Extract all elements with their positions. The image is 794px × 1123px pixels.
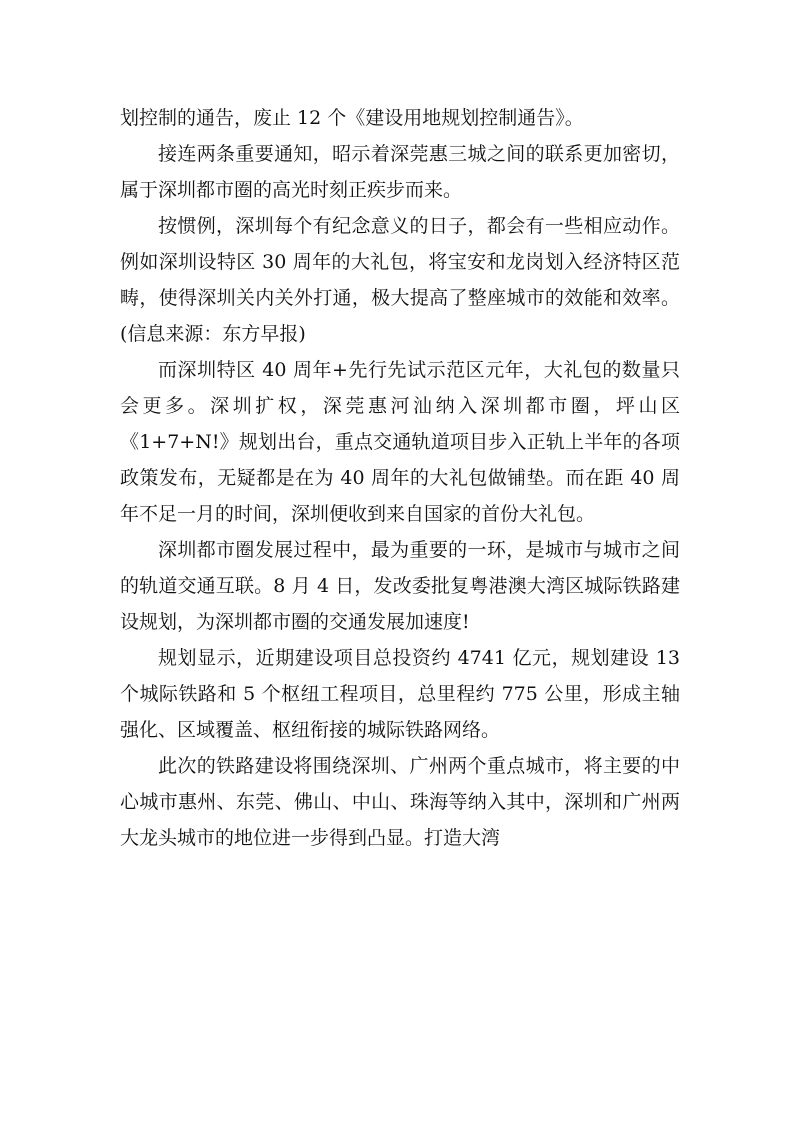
paragraph: 接连两条重要通知，昭示着深莞惠三城之间的联系更加密切，属于深圳都市圈的高光时刻正疾步而来。 xyxy=(120,143,680,201)
paragraph: 深圳都市圈发展过程中，最为重要的一环，是城市与城市之间的轨道交通互联。8 月 4 日，发改委批复粤港澳大湾区城际铁路建设规划，为深圳都市圈的交通发展加速度! xyxy=(120,539,680,633)
paragraph: 规划显示，近期建设项目总投资约 4741 亿元，规划建设 13 个城际铁路和 5 个枢纽工程项目，总里程约 775 公里，形成主轴强化、区域覆盖、枢纽衔接的城际铁路网络。 xyxy=(120,647,680,741)
document-body xyxy=(120,100,680,856)
paragraph: 按惯例，深圳每个有纪念意义的日子，都会有一些相应动作。例如深圳设特区 30 周年的大礼包，将宝安和龙岗划入经济特区范畴，使得深圳关内关外打通，极大提高了整座城市的效能和效率。(信息来源：东方早报) xyxy=(120,215,680,345)
paragraph: 而深圳特区 40 周年+先行先试示范区元年，大礼包的数量只会更多。深圳扩权，深莞惠河汕纳入深圳都市圈，坪山区《1+7+N!》规划出台，重点交通轨道项目步入正轨上半年的各项政策发布，无疑都是在为 40 周年的大礼包做铺垫。而在距 40 周年不足一月的时间，深圳便收到来自国家的首份大礼包。 xyxy=(120,359,680,525)
paragraph: 此次的铁路建设将围绕深圳、广州两个重点城市，将主要的中心城市惠州、东莞、佛山、中山、珠海等纳入其中，深圳和广州两大龙头城市的地位进一步得到凸显。打造大湾 xyxy=(120,755,680,849)
paragraph-continuation: 划控制的通告，废止 12 个《建设用地规划控制通告》。 xyxy=(120,107,584,129)
